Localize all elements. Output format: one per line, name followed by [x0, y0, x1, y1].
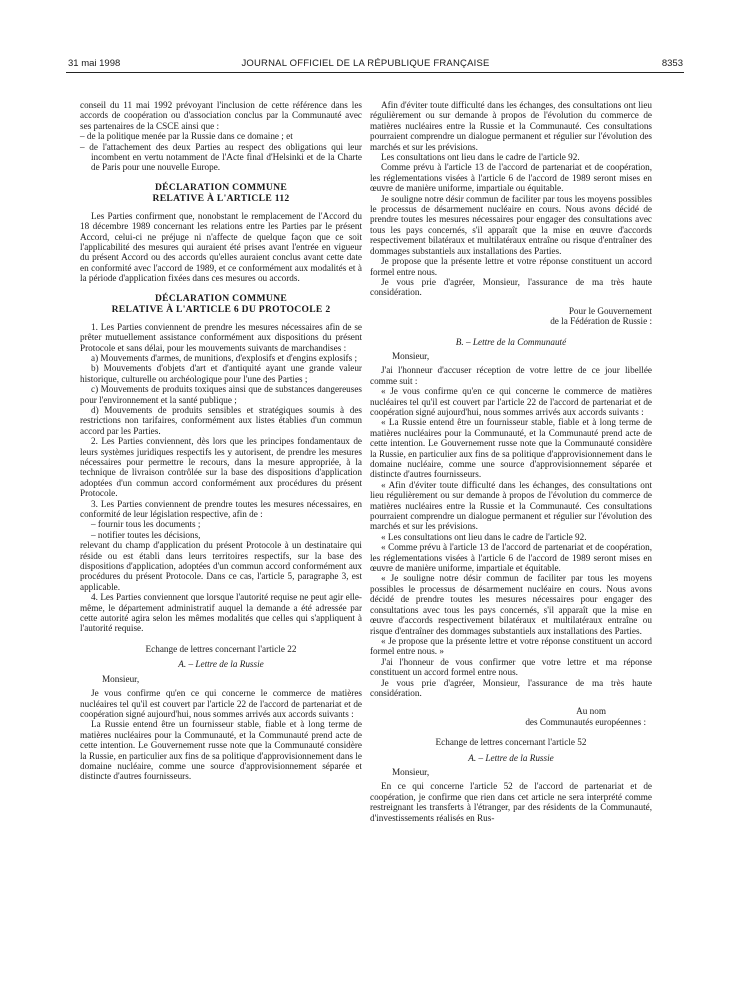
dash-item: – de la politique menée par la Russie dans ce domaine ; et: [80, 131, 293, 142]
letter-subheading-text: A. – Lettre de la Russie: [178, 659, 264, 670]
paragraph: Je souligne notre désir commun de faciliter par tous les moyens possibles le processus de désarmement nucléaire en cours. Nous avons décidé de prendre toutes les mesures nécessaires pour engager des consultations avec tous les pays concernés, s'il apparaît que la mise en œuvre d'accords respectivement bilatéraux et multilatéraux entraîne ou risque d'entraîner des dommages substantiels aux installations des Parties.: [370, 193, 652, 256]
paragraph: relevant du champ d'application du présent Protocole à un destinataire qui réside ou est établi dans leurs territoires respectifs, sur la base des dispositions d'application, adoptées d'un commun accord conformément aux procédures du présent Protocole. Dans ce cas, l'article 5, paragraphe 3, est applicable.: [80, 540, 362, 592]
paragraph: J'ai l'honneur de vous confirmer que votre lettre et ma réponse constituent un accord formel entre nous.: [370, 656, 652, 678]
exchange-heading: Echange de lettres concernant l'article 22: [145, 643, 297, 654]
exchange-heading: Echange de lettres concernant l'article 52: [435, 737, 587, 748]
header-date: 31 mai 1998: [68, 58, 121, 69]
paragraph: d) Mouvements de produits sensibles et stratégiques soumis à des restrictions non tarifaires, conformément aux listes établies d'un commun accord par les Parties.: [80, 404, 362, 436]
dash-item: – notifier toutes les décisions,: [91, 529, 201, 540]
paragraph: 2. Les Parties conviennent, dès lors que les principes fondamentaux de leurs systèmes juridiques respectifs les y autorisent, de prendre les mesures nécessaires pour permettre le recours, dans la mesure appropriée, à la technique de livraison contrôlée sur la base des dispositions d'application adoptées d'un commun accord conformément aux procédures du présent Protocole.: [80, 436, 362, 499]
heading-line: DÉCLARATION COMMUNE: [154, 181, 288, 193]
salutation: Monsieur,: [102, 673, 140, 684]
dash-item: – de l'attachement des deux Parties au respect des obligations qui leur incombent en vertu notamment de l'Acte final d'Helsinki et de la Charte de Paris pour une nouvelle Europe.: [80, 141, 362, 173]
section-heading: [80, 293, 362, 315]
right-column: [370, 100, 652, 823]
dash-item: – fournir tous les documents ;: [91, 519, 201, 530]
paragraph: « Je vous confirme qu'en ce qui concerne le commerce de matières nucléaires tel qu'il est couvert par l'article 22 de l'accord de partenariat et de coopération signé aujourd'hui, nous sommes arrivés aux accords suivants :: [370, 386, 652, 417]
paragraph: « Les consultations ont lieu dans le cadre de l'article 92.: [381, 531, 587, 542]
salutation: Monsieur,: [392, 766, 430, 777]
paragraph: 1. Les Parties conviennent de prendre les mesures nécessaires afin de se prêter mutuellement assistance conformément aux dispositions du présent Protocole et sans délai, pour les mouvements suivants de marchandises :: [80, 321, 362, 353]
left-column: [80, 100, 362, 782]
paragraph: Je vous prie d'agréer, Monsieur, l'assurance de ma très haute considération.: [370, 276, 652, 298]
paragraph: « Je propose que la présente lettre et votre réponse constituent un accord formel entre nous. »: [370, 635, 652, 657]
paragraph: Les Parties confirment que, nonobstant le remplacement de l'Accord du 18 décembre 1989 concernant les relations entre les Parties par le présent Accord, celui-ci ne préjuge ni n'affecte de quelque façon que ce soit l'applicabilité des mesures qui auraient été prises avant l'entrée en vigueur du présent Accord ou des accords qu'elles auraient conclus avant cette date en conformité avec l'accord de 1989, et ce conformément aux modalités et à la période d'application fixées dans ces mesures ou accords.: [80, 210, 362, 284]
paragraph: Comme prévu à l'article 13 de l'accord de partenariat et de coopération, les réglementations visées à l'article 6 de l'accord de 1989 seront mises en œuvre de manière uniforme, impartiale ou équitable.: [370, 162, 652, 194]
paragraph: c) Mouvements de produits toxiques ainsi que de substances dangereuses pour l'environnement et la santé publique ;: [80, 384, 362, 405]
signature-line: Au nom: [576, 706, 606, 717]
paragraph: Afin d'éviter toute difficulté dans les échanges, des consultations ont lieu régulièrement ou sur demande à propos de l'évolution du commerce de matières nucléaires entre la Russie et la Communauté. Ces consultations pourraient comprendre un dialogue permanent et régulier sur l'évolution des marchés et sur les prévisions.: [370, 100, 652, 152]
paragraph: La Russie entend être un fournisseur stable, fiable et à long terme de matières nucléaires pour la Communauté, et la Communauté prend acte de cette intention. Le Gouvernement russe note que la Communauté considère la Russie, en particulier aux fins de sa politique d'approvisionnement dans le domaine nucléaire, comme une source d'approvisionnement séparée et distincte d'autres fournisseurs.: [80, 719, 362, 782]
letter-subheading: [80, 659, 362, 669]
paragraph: a) Mouvements d'armes, de munitions, d'explosifs et d'engins explosifs ;: [91, 352, 358, 363]
signature-line: des Communautés européennes :: [525, 716, 646, 727]
paragraph: 3. Les Parties conviennent de prendre toutes les mesures nécessaires, en conformité de leur législation respective, afin de :: [80, 498, 362, 519]
section-heading: [80, 182, 362, 204]
paragraph: conseil du 11 mai 1992 prévoyant l'inclusion de cette référence dans les accords de coopération ou d'association conclus par la Communauté avec ses partenaires de la CSCE ainsi que :: [80, 100, 362, 131]
heading-line: RELATIVE À L'ARTICLE 6 DU PROTOCOLE 2: [111, 303, 331, 315]
paragraph: « Je souligne notre désir commun de faciliter par tous les moyens possibles le processus de désarmement nucléaire en cours. Nous avons décidé de prendre toutes les mesures nécessaires pour engager des consultations avec tous les pays concernés, s'il apparaît que la mise en œuvre d'accords respectivement bilatéraux et multilatéraux entraîne ou risque d'entraîner des dommages substantiels aux installations des Parties.: [370, 573, 652, 636]
paragraph: Je propose que la présente lettre et votre réponse constituent un accord formel entre nous.: [370, 256, 652, 277]
paragraph: « Afin d'éviter toute difficulté dans les échanges, des consultations ont lieu régulièrement ou sur demande à propos de l'évolution du commerce de matières nucléaires entre la Russie et la Communauté. Ces consultations pourraient comprendre un dialogue permanent et régulier sur l'évolution des marchés et sur les prévisions.: [370, 479, 652, 532]
paragraph: En ce qui concerne l'article 52 de l'accord de partenariat et de coopération, je confirme que rien dans cet article ne sera interprété comme restreignant les transferts à l'étranger, par des résidents de la Communauté, d'investissements réalisés en Rus-: [370, 781, 652, 823]
header-page-number: 8353: [661, 58, 683, 69]
header-journal-title: JOURNAL OFFICIEL DE LA RÉPUBLIQUE FRANÇAISE: [241, 58, 490, 69]
header-rule: [66, 72, 684, 73]
letter-subheading: [370, 337, 652, 347]
paragraph: J'ai l'honneur d'accuser réception de votre lettre de ce jour libellée comme suit :: [370, 365, 652, 386]
heading-line: DÉCLARATION COMMUNE: [154, 292, 288, 304]
paragraph: Les consultations ont lieu dans le cadre de l'article 92.: [381, 152, 580, 163]
salutation: Monsieur,: [392, 350, 430, 361]
signature-block: [370, 306, 652, 327]
signature-block: [370, 706, 652, 727]
letter-subheading-text: A. – Lettre de la Russie: [468, 752, 554, 763]
paragraph: 4. Les Parties conviennent que lorsque l'autorité requise ne peut agir elle-même, le département administratif auquel la demande a été adressée par cette autorité agira selon les mêmes modalités que celles qui s'appliquent à l'autorité requise.: [80, 592, 362, 634]
signature-line: de la Fédération de Russie :: [550, 316, 652, 327]
paragraph: Je vous prie d'agréer, Monsieur, l'assurance de ma très haute considération.: [370, 677, 652, 698]
paragraph: b) Mouvements d'objets d'art et d'antiquité ayant une grande valeur historique, culturelle ou archéologique pour l'une des Parties ;: [80, 363, 362, 384]
paragraph: « Comme prévu à l'article 13 de l'accord de partenariat et de coopération, les réglementations visées à l'article 6 de l'accord de 1989 seront mises en œuvre de manière uniforme, impartiale et équitable.: [370, 542, 652, 574]
letter-subheading: [370, 753, 652, 763]
paragraph: « La Russie entend être un fournisseur stable, fiable et à long terme de matières nucléaires pour la Communauté, et la Communauté prend acte de cette intention. Le Gouvernement russe note que la Communauté considère la Russie, en particulier aux fins de sa politique d'approvisionnement dans le domaine nucléaire, comme une source d'approvisionnement séparée et distincte d'autres fournisseurs.: [370, 417, 652, 480]
signature-line: Pour le Gouvernement: [568, 305, 652, 316]
paragraph: Je vous confirme qu'en ce qui concerne le commerce de matières nucléaires tel qu'il est couvert par l'article 22 de l'accord de partenariat et de coopération signé aujourd'hui, nous sommes arrivés aux accords suivants :: [80, 688, 362, 719]
letter-subheading-text: B. – Lettre de la Communauté: [455, 336, 567, 347]
heading-line: RELATIVE À L'ARTICLE 112: [152, 192, 290, 204]
running-header: [0, 58, 731, 72]
